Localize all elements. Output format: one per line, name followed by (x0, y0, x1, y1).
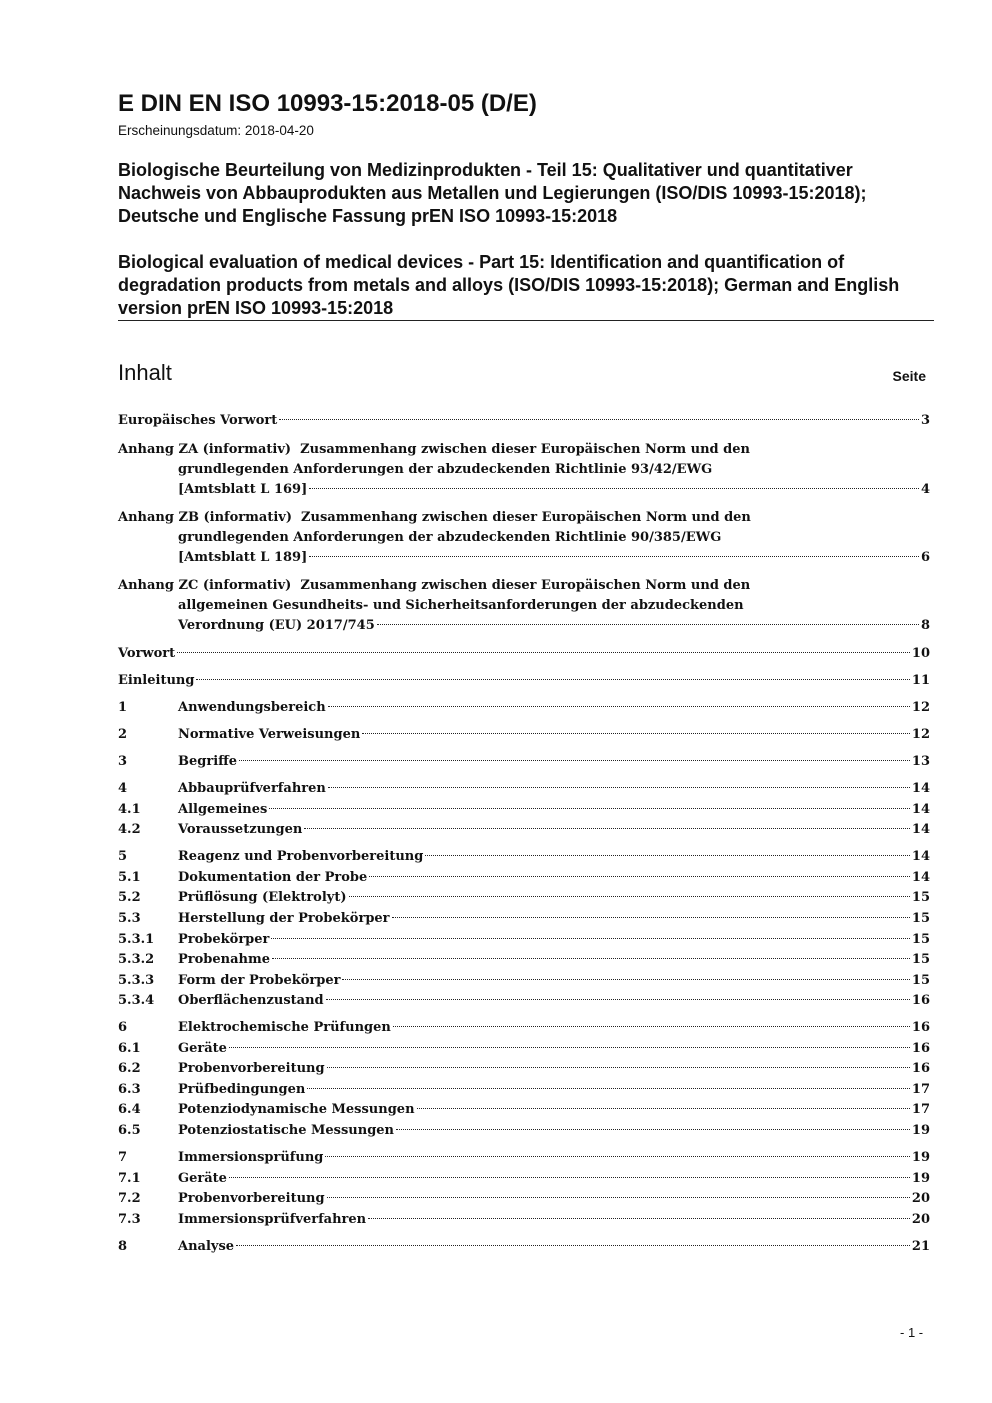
toc-leader-dots (239, 760, 910, 761)
toc-entry-page: 12 (911, 727, 930, 742)
toc-entry-title: Begriffe (178, 754, 238, 769)
toc-entry-number: 5 (118, 849, 128, 864)
toc-entry-number: 6 (118, 1020, 128, 1035)
toc-leader-dots (327, 1067, 910, 1068)
toc-entry-title: Normative Verweisungen (178, 727, 361, 742)
toc-annex-title-end: [Amtsblatt L 169] (178, 482, 308, 497)
toc-leader-dots (417, 1108, 910, 1109)
toc-entry-page: 19 (911, 1150, 930, 1165)
toc-leader-dots (328, 706, 910, 707)
toc-entry-page: 17 (911, 1102, 930, 1117)
toc-entry-number: 7.1 (118, 1171, 141, 1186)
toc-entry-number: 6.2 (118, 1061, 141, 1076)
toc-entry-page: 13 (911, 754, 930, 769)
toc-entry[interactable] (118, 673, 930, 693)
toc-entry-title: Vorwort (118, 646, 176, 661)
toc-entry-title: Voraussetzungen (178, 822, 303, 837)
toc-annex-line-3 (118, 482, 930, 502)
toc-entry[interactable] (118, 754, 930, 774)
toc-entry-number: 7 (118, 1150, 128, 1165)
toc-annex-line-2: grundlegenden Anforderungen der abzudeckenden Richtlinie 90/385/EWG (178, 530, 722, 545)
toc-entry[interactable] (118, 1150, 930, 1170)
toc-heading: Inhalt (118, 360, 172, 385)
toc-entry-page: 14 (911, 781, 930, 796)
toc-entry-page: 15 (911, 890, 930, 905)
toc-entry-page: 17 (911, 1082, 930, 1097)
toc-entry[interactable] (118, 849, 930, 869)
toc-entry[interactable] (118, 911, 930, 931)
toc-entry-page: 10 (911, 646, 930, 661)
toc-leader-dots (279, 419, 919, 420)
toc-entry-title: Abbauprüfverfahren (178, 781, 326, 796)
toc-leader-dots (229, 1047, 910, 1048)
toc-entry[interactable] (118, 870, 930, 890)
toc-annex-lead: Anhang ZA (informativ) (118, 442, 292, 457)
toc-annex-title: Zusammenhang zwischen dieser Europäischen Norm und den (300, 578, 751, 593)
toc-entry-page: 8 (920, 618, 930, 633)
toc-entry-number: 4.1 (118, 802, 141, 817)
toc-entry-page: 19 (911, 1123, 930, 1138)
toc-leader-dots (377, 624, 919, 625)
toc-annex-title: Zusammenhang zwischen dieser Europäischen Norm und den (300, 442, 750, 457)
document-id: E DIN EN ISO 10993-15:2018-05 (D/E) (118, 90, 537, 117)
toc-entry-page: 16 (911, 1020, 930, 1035)
toc-entry[interactable] (118, 700, 930, 720)
toc-entry-title: Europäisches Vorwort (118, 413, 278, 428)
toc-entry-page: 16 (911, 1041, 930, 1056)
title-english: Biological evaluation of medical devices - Part 15: Identification and quantification of degradation products from metals and alloys (ISO/DIS 10993-15:2018); German and English version prEN ISO 10993-15:2018 (118, 252, 900, 318)
toc-entry-title: Herstellung der Probekörper (178, 911, 390, 926)
toc-entry[interactable] (118, 890, 930, 910)
toc-leader-dots (368, 1218, 910, 1219)
toc-entry-number: 6.4 (118, 1102, 141, 1117)
toc-annex-line-1 (118, 578, 930, 593)
toc-entry-title: Elektrochemische Prüfungen (178, 1020, 391, 1035)
toc-entry[interactable] (118, 1020, 930, 1040)
toc-annex-line-2: grundlegenden Anforderungen der abzudeckenden Richtlinie 93/42/EWG (178, 462, 713, 477)
toc-entry-number: 8 (118, 1239, 128, 1254)
toc-leader-dots (393, 1026, 910, 1027)
toc-leader-dots (325, 1156, 910, 1157)
toc-entry-page: 15 (911, 911, 930, 926)
toc-entry-number: 5.2 (118, 890, 141, 905)
toc-annex-line-2: allgemeinen Gesundheits- und Sicherheitsanforderungen der abzudeckenden (178, 598, 744, 613)
toc-leader-dots (328, 787, 910, 788)
toc-entry[interactable] (118, 1171, 930, 1191)
toc-entry-title: Dokumentation der Probe (178, 870, 368, 885)
title-german: Biologische Beurteilung von Medizinprodukten - Teil 15: Qualitativer und quantitativer Nachweis von Abbauprodukten aus Metallen und Legierungen (ISO/DIS 10993-15:2018); Deutsche und Englische Fassung prEN ISO 10993-15:2018 (118, 160, 867, 226)
toc-entry[interactable] (118, 781, 930, 801)
toc-entry-page: 21 (911, 1239, 930, 1254)
toc-entry[interactable] (118, 646, 930, 666)
toc-leader-dots (229, 1177, 910, 1178)
toc-entry-title: Allgemeines (178, 802, 268, 817)
toc-entry-number: 6.5 (118, 1123, 141, 1138)
toc-entry-title: Form der Probekörper (178, 973, 341, 988)
toc-entry-number: 5.3 (118, 911, 141, 926)
toc-leader-dots (304, 828, 910, 829)
toc-entry-number: 5.3.3 (118, 973, 155, 988)
toc-entry-page: 15 (911, 952, 930, 967)
toc-leader-dots (307, 1088, 910, 1089)
toc-leader-dots (342, 979, 909, 980)
toc-annex-line-1 (118, 510, 930, 525)
toc-entry-page: 19 (911, 1171, 930, 1186)
toc-entry-title: Probekörper (178, 932, 270, 947)
toc-entry[interactable] (118, 1123, 930, 1143)
toc-entry-title: Einleitung (118, 673, 195, 688)
toc-entry-title: Potenziodynamische Messungen (178, 1102, 415, 1117)
toc-leader-dots (326, 999, 910, 1000)
toc-annex-title-end: Verordnung (EU) 2017/745 (178, 618, 375, 633)
toc-entry-page: 16 (911, 993, 930, 1008)
header-divider (118, 320, 934, 321)
toc-entry[interactable] (118, 802, 930, 822)
toc-leader-dots (272, 958, 910, 959)
toc-entry-title: Geräte (178, 1041, 227, 1056)
toc-entry-page: 16 (911, 1061, 930, 1076)
toc-entry-number: 7.2 (118, 1191, 141, 1206)
toc-entry-title: Probenahme (178, 952, 271, 967)
toc-leader-dots (271, 938, 910, 939)
toc-annex-line-3 (118, 618, 930, 638)
toc-entry-page: 15 (911, 932, 930, 947)
toc-leader-dots (196, 679, 909, 680)
toc-entry-number: 7.3 (118, 1212, 141, 1227)
toc-entry-number: 3 (118, 754, 128, 769)
toc-entry-page: 12 (911, 700, 930, 715)
toc-leader-dots (392, 917, 910, 918)
toc-entry[interactable] (118, 1082, 930, 1102)
toc-page-column-label: Seite (892, 368, 926, 384)
toc-entry-page: 15 (911, 973, 930, 988)
toc-leader-dots (369, 876, 910, 877)
toc-entry-title: Reagenz und Probenvorbereitung (178, 849, 424, 864)
toc-entry[interactable] (118, 1061, 930, 1081)
toc-entry[interactable] (118, 1041, 930, 1061)
toc-leader-dots (396, 1129, 910, 1130)
toc-leader-dots (362, 733, 910, 734)
toc-entry-number: 5.3.2 (118, 952, 155, 967)
toc-entry-title: Oberflächenzustand (178, 993, 324, 1008)
toc-entry-number: 5.3.4 (118, 993, 155, 1008)
toc-entry[interactable] (118, 822, 930, 842)
toc-leader-dots (269, 808, 910, 809)
toc-entry-title: Immersionsprüfung (178, 1150, 324, 1165)
toc-entry-title: Probenvorbereitung (178, 1061, 325, 1076)
toc-entry[interactable] (118, 932, 930, 952)
toc-entry[interactable] (118, 1212, 930, 1232)
toc-leader-dots (309, 488, 919, 489)
toc-annex-line-3 (118, 550, 930, 570)
toc-entry-number: 5.1 (118, 870, 141, 885)
toc-entry-title: Analyse (178, 1239, 235, 1254)
toc-entry-title: Potenziostatische Messungen (178, 1123, 395, 1138)
toc-entry-page: 14 (911, 802, 930, 817)
toc-entry-page: 6 (920, 550, 930, 565)
toc-leader-dots (327, 1197, 910, 1198)
toc-entry[interactable] (118, 952, 930, 972)
toc-leader-dots (236, 1245, 910, 1246)
toc-entry[interactable] (118, 993, 930, 1013)
footer-page-number: - 1 - (900, 1325, 924, 1340)
toc-entry-number: 2 (118, 727, 128, 742)
toc-entry-title: Probenvorbereitung (178, 1191, 325, 1206)
toc-entry-title: Prüfbedingungen (178, 1082, 306, 1097)
toc-annex-lead: Anhang ZB (informativ) (118, 510, 292, 525)
toc-entry-title: Immersionsprüfverfahren (178, 1212, 367, 1227)
toc-entry[interactable] (118, 413, 930, 433)
toc-entry-page: 11 (911, 673, 930, 688)
toc-annex-title-end: [Amtsblatt L 189] (178, 550, 308, 565)
toc-entry-page: 20 (911, 1191, 930, 1206)
toc-leader-dots (425, 855, 910, 856)
toc-entry-page: 20 (911, 1212, 930, 1227)
toc-entry-page: 14 (911, 822, 930, 837)
toc-leader-dots (309, 556, 919, 557)
toc-entry-number: 5.3.1 (118, 932, 155, 947)
toc-entry-number: 4 (118, 781, 128, 796)
toc-annex-title: Zusammenhang zwischen dieser Europäischen Norm und den (301, 510, 751, 525)
toc-entry-page: 14 (911, 849, 930, 864)
toc-entry[interactable] (118, 1191, 930, 1211)
publication-date: Erscheinungsdatum: 2018-04-20 (118, 123, 314, 138)
toc-entry[interactable] (118, 1102, 930, 1122)
toc-entry[interactable] (118, 727, 930, 747)
toc-annex-line-1 (118, 442, 930, 457)
toc-entry-number: 6.1 (118, 1041, 141, 1056)
toc-entry-number: 1 (118, 700, 128, 715)
toc-leader-dots (177, 652, 910, 653)
toc-entry-title: Prüflösung (Elektrolyt) (178, 890, 347, 905)
toc-entry-page: 3 (920, 413, 930, 428)
toc-entry-number: 4.2 (118, 822, 141, 837)
toc-entry-page: 4 (920, 482, 930, 497)
toc-annex-lead: Anhang ZC (informativ) (118, 578, 292, 593)
toc-entry-number: 6.3 (118, 1082, 141, 1097)
toc-entry[interactable] (118, 973, 930, 993)
toc-leader-dots (349, 896, 910, 897)
toc-entry-title: Geräte (178, 1171, 227, 1186)
toc-entry[interactable] (118, 1239, 930, 1259)
toc-entry-page: 14 (911, 870, 930, 885)
toc-entry-title: Anwendungsbereich (178, 700, 326, 715)
